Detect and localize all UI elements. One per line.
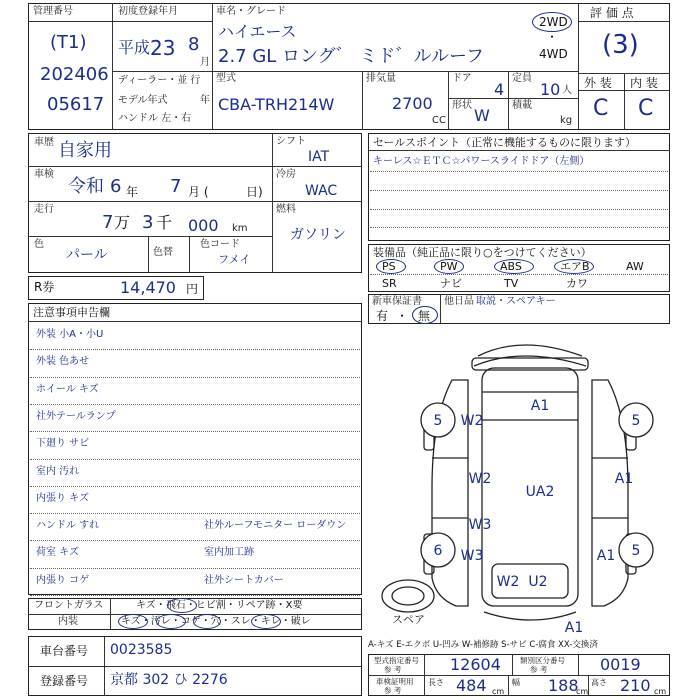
mileage-unit: km xyxy=(232,223,248,234)
note-line xyxy=(30,404,360,405)
note-item-right: 社外ルーフモニター ローダウン xyxy=(204,520,347,532)
note-line xyxy=(30,595,360,596)
equipment-item: SR xyxy=(382,277,397,290)
recycle-unit: 円 xyxy=(186,282,199,296)
door-label: ドア xyxy=(452,73,472,84)
history-value: 自家用 xyxy=(58,140,112,161)
interior-circle-sure xyxy=(251,614,281,629)
note-item: ホイール キズ xyxy=(36,383,99,395)
rating: (3) xyxy=(602,30,639,60)
capacity: 10 xyxy=(540,80,561,99)
note-line xyxy=(30,431,360,432)
damage-mark: 5 xyxy=(433,413,443,429)
width-value: 188 xyxy=(548,676,579,695)
damage-mark: UA2 xyxy=(525,484,555,500)
damage-mark: W2 xyxy=(468,471,492,487)
width-unit: cm xyxy=(576,687,589,696)
class-ref: 参 考 xyxy=(530,665,548,674)
note-item: ハンドル すれ xyxy=(36,520,100,532)
model-year-unit: 年 xyxy=(200,95,210,106)
mileage-a: 7 xyxy=(102,212,114,233)
shape: W xyxy=(474,106,490,125)
model-spec-label: 型式指定番号 xyxy=(374,656,419,665)
capacity-unit: 人 xyxy=(562,85,572,96)
length-label: 長さ xyxy=(428,678,444,687)
colorcode-label: 色コード xyxy=(200,239,240,250)
damage-mark: 6 xyxy=(433,543,443,559)
first-reg-label: 初度登録年月 xyxy=(118,6,178,17)
damage-mark: A1 xyxy=(564,620,584,636)
kanri-t: (T1) xyxy=(50,32,87,53)
recycle-frame xyxy=(28,276,204,300)
note-line xyxy=(30,486,360,487)
cert-label: 車検証明用 xyxy=(376,677,414,686)
ac-label: 冷房 xyxy=(276,169,296,180)
displacement-label: 排気量 xyxy=(366,73,396,84)
drive-4wd: 4WD xyxy=(539,47,568,61)
others-label: 他日品 xyxy=(444,296,474,307)
kanri-label: 管理番号 xyxy=(33,6,73,17)
inspection-month-unit: 月 ( xyxy=(188,185,209,199)
class-value: 0019 xyxy=(600,655,641,674)
rating-label: 評 価 点 xyxy=(590,6,634,20)
interior-circle-koge xyxy=(193,614,221,629)
notes-title: 注意事項申告欄 xyxy=(33,306,110,319)
damage-mark: A1 xyxy=(614,471,634,487)
handle-label: ハンドル 左・右 xyxy=(118,113,192,124)
load-unit: kg xyxy=(560,115,573,126)
capacity-label: 定員 xyxy=(512,73,532,84)
displacement: 2700 xyxy=(392,94,433,113)
note-item: 外装 小A・小U xyxy=(36,329,104,340)
kanri-number-1: 202406 xyxy=(40,64,109,85)
carname: ハイエース xyxy=(218,22,297,41)
first-reg-month-unit: 月 xyxy=(200,57,210,68)
equipment-title: 装備品（純正品に限り○をつけてください） xyxy=(373,246,592,259)
fuel-value: ガソリン xyxy=(290,227,346,243)
note-item-right: 社外シートカバー xyxy=(204,574,284,586)
interior-circle-yogore xyxy=(156,614,186,629)
recycle-label: R券 xyxy=(34,280,55,294)
spare-label: スペア xyxy=(392,613,425,626)
note-item: 内張り キズ xyxy=(36,492,89,504)
inspection-label: 車検 xyxy=(34,169,54,180)
interior-glass-text: キズ・汚レ・コゲ・穴・スレ・キレ・破レ xyxy=(121,616,311,627)
class-label: 類別区分番号 xyxy=(520,656,565,665)
equipment-item: エアB xyxy=(560,260,590,273)
plate-value: 京都 302 ひ 2276 xyxy=(110,672,228,688)
displacement-unit: CC xyxy=(432,115,446,126)
model-year-label: モデル年式 xyxy=(118,95,168,106)
dealer-label: ディーラー・並 行 xyxy=(118,75,201,86)
first-reg-era: 平成 xyxy=(118,38,151,57)
recolor-label: 色替 xyxy=(153,247,173,258)
sales-text: キーレス☆ＥＴＣ☆パワースライドドア（左側） xyxy=(373,156,590,167)
cert-ref: 参 考 xyxy=(384,686,402,695)
front-glass-circle xyxy=(167,598,197,613)
front-glass-label: フロントガラス xyxy=(34,600,104,611)
note-line xyxy=(30,513,360,514)
load-label: 積載 xyxy=(512,100,532,111)
note-line xyxy=(30,459,360,460)
damage-mark: A1 xyxy=(596,548,616,564)
damage-mark: W2 xyxy=(496,574,520,590)
mileage-sen: 千 xyxy=(156,213,173,232)
equipment-item: ナビ xyxy=(440,277,462,290)
note-item: 荷室 キズ xyxy=(36,547,79,559)
inspection-year-unit: 年 xyxy=(126,185,139,199)
recycle-value: 14,470 xyxy=(120,278,176,297)
inspection-year: 6 xyxy=(110,176,122,197)
fuel-label: 燃料 xyxy=(276,204,296,215)
drive-dot: ・ xyxy=(546,30,559,44)
plate-label: 登録番号 xyxy=(40,674,89,688)
note-item: 社外テールランプ xyxy=(36,410,116,422)
note-item: 外装 色あせ xyxy=(36,356,90,368)
katashiki: CBA-TRH214W xyxy=(218,95,335,114)
height-label: 高さ xyxy=(591,678,607,687)
color-label: 色 xyxy=(34,239,44,250)
warranty-yes: 有 xyxy=(376,309,389,323)
note-line xyxy=(30,540,360,541)
damage-mark: W3 xyxy=(460,548,484,564)
chassis-value: 0023585 xyxy=(110,642,173,658)
exterior-grade: C xyxy=(593,96,609,121)
height-unit: cm xyxy=(654,687,667,696)
grade: 2.7 GL ロング゛ ミド゛ルルーフ xyxy=(218,46,485,67)
interior-circle-kizu xyxy=(118,614,148,629)
mileage-man: 万 xyxy=(114,213,131,232)
car-diagram xyxy=(372,328,668,638)
inspection-day-unit: 日) xyxy=(246,185,263,199)
note-item: 下廻り サビ xyxy=(36,438,90,450)
katashiki-label: 型式 xyxy=(216,73,236,84)
note-item-right: 室内加工跡 xyxy=(204,547,254,559)
length-value: 484 xyxy=(456,676,487,695)
sales-title: セールスポイント（正常に機能するものに限ります） xyxy=(373,136,637,149)
damage-legend: A-キズ E-エクボ U-凹み W-補修跡 S-サビ C-腐食 XX-交換済 xyxy=(368,640,598,650)
model-spec-ref: 参 考 xyxy=(384,665,402,674)
colorcode-value: フメイ xyxy=(218,253,251,266)
shift-label: シフト xyxy=(276,136,306,147)
first-reg-year: 23 xyxy=(150,36,176,60)
color-value: パール xyxy=(66,247,108,263)
equipment-item: カワ xyxy=(566,277,588,290)
carname-label: 車名・グレード xyxy=(216,6,286,17)
shape-label: 形状 xyxy=(452,100,472,111)
shift-value: IAT xyxy=(308,149,330,165)
equipment-item: PS xyxy=(382,260,396,273)
damage-mark: 5 xyxy=(631,543,641,559)
note-line xyxy=(30,349,360,350)
history-label: 車歴 xyxy=(34,137,54,148)
length-unit: cm xyxy=(492,687,505,696)
warranty-label: 新車保証書 xyxy=(372,296,422,307)
inspection-era: 令和 xyxy=(68,176,104,197)
equipment-item: ABS xyxy=(500,260,522,273)
first-reg-month: 8 xyxy=(188,34,200,55)
kanri-number-2: 05617 xyxy=(47,94,105,115)
note-item: 内張り コゲ xyxy=(36,574,90,586)
interior-label: 内 装 xyxy=(630,76,658,90)
ac-value: WAC xyxy=(305,183,338,199)
damage-mark: W3 xyxy=(468,517,492,533)
note-line xyxy=(30,377,360,378)
mileage-b: 3 xyxy=(142,212,154,233)
door: 4 xyxy=(494,80,505,99)
drive-2wd: 2WD xyxy=(539,15,568,29)
inspection-month: 7 xyxy=(170,176,182,197)
mileage-label: 走行 xyxy=(34,204,54,215)
damage-mark: 5 xyxy=(631,413,641,429)
warranty-dot: ・ xyxy=(396,309,409,323)
damage-mark: W2 xyxy=(460,413,484,429)
warranty-no: 無 xyxy=(418,309,431,323)
front-glass-text: キズ・飛石・ヒビ割・リペア跡・X要 xyxy=(136,600,303,611)
height-value: 210 xyxy=(620,676,651,695)
model-spec-value: 12604 xyxy=(450,655,501,674)
note-line xyxy=(30,568,360,569)
equipment-item: TV xyxy=(504,277,519,290)
interior-glass-label: 内装 xyxy=(58,616,78,627)
mileage-c: 000 xyxy=(188,216,219,235)
damage-mark: U2 xyxy=(528,574,548,590)
interior-grade: C xyxy=(638,96,654,121)
equipment-item: AW xyxy=(626,260,644,273)
exterior-label: 外 装 xyxy=(584,76,612,90)
damage-mark: A1 xyxy=(530,398,550,414)
equipment-item: PW xyxy=(440,260,458,273)
others-value: 取説・スペアキー xyxy=(476,296,556,307)
chassis-label: 車台番号 xyxy=(40,644,89,658)
width-label: 幅 xyxy=(512,678,520,687)
note-item: 室内 汚れ xyxy=(36,465,80,477)
